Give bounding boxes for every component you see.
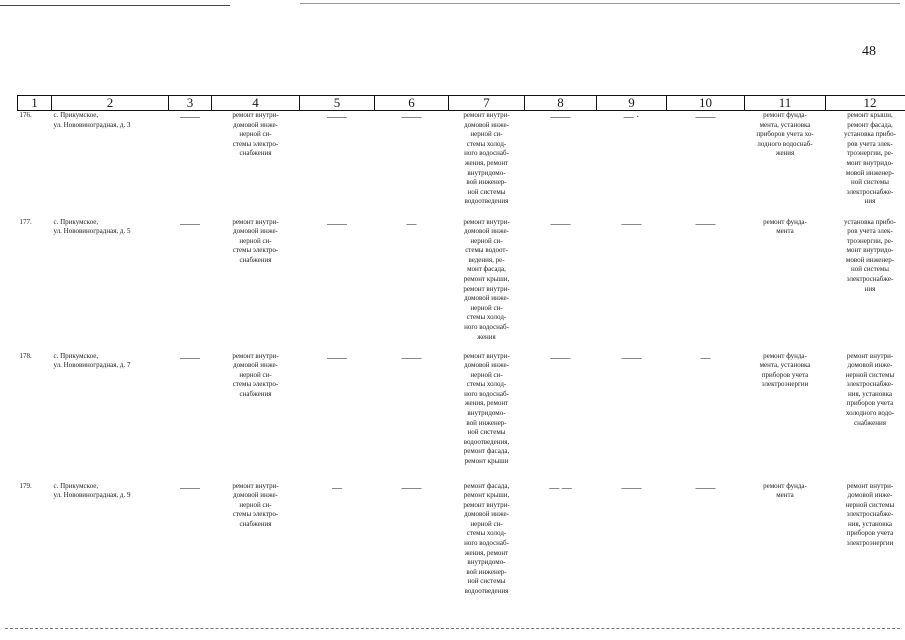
table-row: [18, 482, 905, 607]
row-number: 176.: [19, 111, 32, 119]
address: с. Прикумское, ул. Нововиноградная, д. 9: [53, 481, 131, 500]
col7-value: ремонт фасада, ремонт крыши, ремонт внутри- домовой инже- нерной си- стемы холод- ного водоснаб- жения, ремонт внутридомо- вой инженер- ной системы водоотведения: [463, 481, 510, 596]
row-number: 179.: [19, 481, 32, 490]
col4-value: ремонт внутри- домовой инже- нерной си- стемы электро- снабжения: [232, 481, 279, 528]
col11-value: ремонт фунда- мента, установка приборов учета хо- лодного водоснаб- жения: [756, 111, 814, 158]
address: с. Прикумское, ул. Нововиноградная, д. 5: [53, 217, 131, 236]
col10-value: —: [700, 352, 711, 364]
col-header-4: 4: [212, 96, 300, 111]
col5-value: —: [332, 482, 342, 494]
col7-value: ремонт внутри- домовой инже- нерной си- стемы водоот- ведения, ре- монт фасада, ремонт крыши, ремонт внутри- домовой инже- нерной си- стемы холод- ного водоснаб- жения: [463, 217, 510, 341]
row-number: 177.: [19, 217, 32, 226]
col-header-6: 6: [375, 96, 449, 111]
col11-value: ремонт фунда- мента: [763, 481, 807, 500]
col-header-11: 11: [745, 96, 826, 111]
col8-value: ——: [550, 218, 571, 230]
col7-value: ремонт внутри- домовой инже- нерной си- стемы холод- ного водоснаб- жения, ремонт внутридомо- вой инженер- ной системы водоотведения: [463, 111, 510, 206]
col9-value: ——: [621, 482, 642, 494]
address: с. Прикумское, ул. Нововиноградная, д. 7: [53, 351, 131, 370]
col4-value: ремонт внутри- домовой инже- нерной си- стемы электро- снабжения: [232, 351, 279, 398]
col-header-1: 1: [18, 96, 52, 111]
col6-value: —: [406, 218, 417, 230]
bottom-scan-line: [5, 628, 900, 629]
col-header-3: 3: [169, 96, 212, 111]
table-row: [18, 218, 905, 352]
table-row: [18, 352, 905, 482]
col12-value: ремонт внутри- домовой инже- нерной системы электроснабже- ния, установка приборов учета электроэнергии: [845, 481, 895, 548]
col5-value: ——: [327, 218, 347, 230]
col3-value: ——: [180, 218, 200, 230]
col5-value: ——: [327, 352, 347, 364]
col9-value: — ·: [623, 112, 640, 123]
col3-value: ——: [180, 482, 200, 494]
col12-value: ремонт крыши, ремонт фасада, установка прибо- ров учета элек- троэнергии, ре- монт внутридо- мовой инженер- ной системы электроснабже- ния: [844, 111, 896, 206]
col4-value: ремонт внутри- домовой инже- нерной си- стемы электро- снабжения: [232, 111, 279, 158]
col-header-10: 10: [667, 96, 745, 111]
top-scan-line-right: [300, 3, 900, 4]
col-header-12: 12: [826, 96, 905, 111]
top-scan-line-left: [0, 5, 230, 6]
col8-value: — —: [549, 482, 572, 494]
housing-repair-table: [17, 95, 905, 607]
col12-value: установка прибо- ров учета элек- троэнергии, ре- монт внутридо- мовой инженер- ной системы электроснабже- ния: [844, 217, 896, 293]
col10-value: ——: [695, 112, 716, 123]
col5-value: ——: [327, 112, 347, 123]
col3-value: ——: [180, 112, 200, 123]
col12-value: ремонт внутри- домовой инже- нерной системы электроснабже- ния, установка приборов учета холодного водо- снабжения: [845, 351, 895, 427]
col6-value: ——: [401, 112, 422, 123]
col11-value: ремонт фунда- мента, установка приборов учета электроэнергии: [759, 351, 811, 389]
col9-value: ——: [621, 218, 642, 230]
col4-value: ремонт внутри- домовой инже- нерной си- стемы электро- снабжения: [232, 217, 279, 264]
col9-value: ——: [621, 352, 642, 364]
col-header-2: 2: [52, 96, 169, 111]
col-header-9: 9: [597, 96, 667, 111]
col3-value: ——: [180, 352, 200, 364]
col6-value: ——: [401, 482, 422, 494]
address: с. Прикумское, ул. Нововиноградная, д. 3: [53, 111, 131, 129]
col-header-5: 5: [300, 96, 375, 111]
col6-value: ——: [401, 352, 422, 364]
col-header-7: 7: [449, 96, 525, 111]
table-row: [18, 111, 905, 218]
col8-value: ——: [550, 112, 571, 123]
col-header-8: 8: [525, 96, 597, 111]
page-number: 48: [862, 44, 876, 59]
col10-value: ——: [695, 218, 716, 230]
col10-value: ——: [695, 482, 716, 494]
row-number: 178.: [19, 351, 32, 360]
col11-value: ремонт фунда- мента: [763, 217, 807, 236]
col8-value: ——: [550, 352, 571, 364]
column-number-row: [18, 96, 905, 111]
col7-value: ремонт внутри- домовой инже- нерной си- стемы холод- ного водоснаб- жения, ремонт внутридомо- вой инженер- ной системы водоотведения, ремонт фасада, ремонт крыши: [463, 351, 510, 466]
